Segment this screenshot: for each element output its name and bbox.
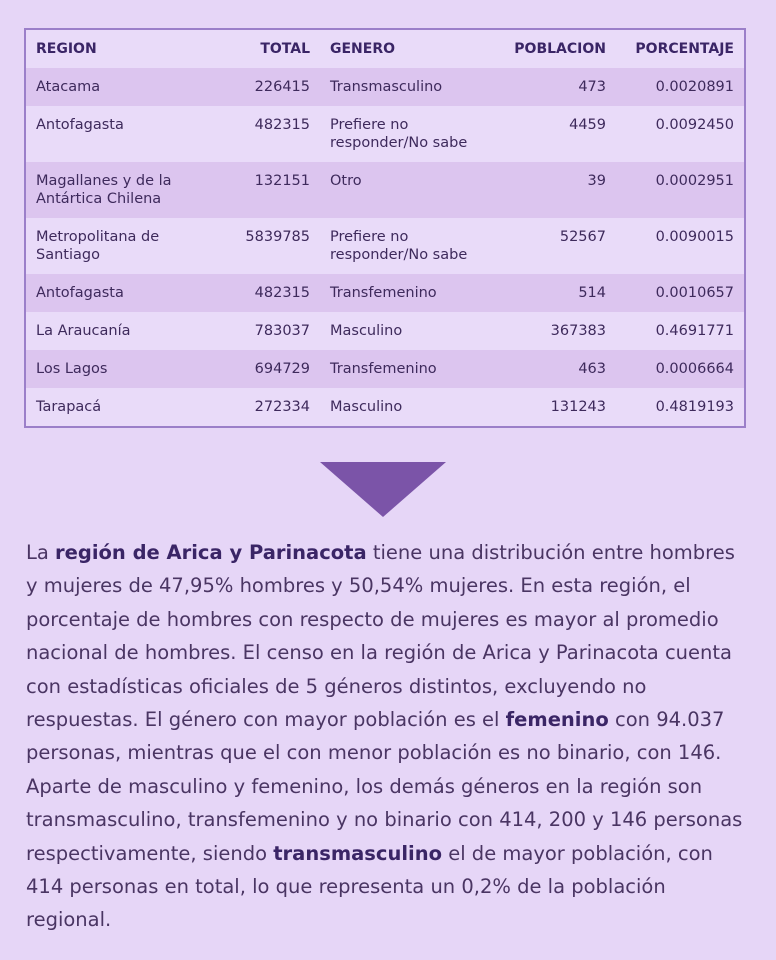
- summary-bold-femenino: femenino: [505, 708, 609, 732]
- cell-porcentaje: 0.0010657: [616, 274, 744, 312]
- cell-genero: Transfemenino: [320, 350, 502, 388]
- cell-total: 482315: [226, 106, 320, 162]
- summary-bold-region: región de Arica y Parinacota: [55, 541, 367, 564]
- cell-genero: Transmasculino: [320, 68, 502, 106]
- cell-porcentaje: 0.0020891: [616, 68, 744, 106]
- cell-porcentaje: 0.4691771: [616, 312, 744, 350]
- cell-poblacion: 473: [502, 68, 616, 106]
- cell-poblacion: 4459: [502, 106, 616, 162]
- cell-poblacion: 367383: [502, 312, 616, 350]
- table-row: [26, 388, 744, 426]
- table-row: [26, 68, 744, 106]
- cell-genero: Masculino: [320, 388, 502, 426]
- header-genero: GENERO: [330, 41, 396, 57]
- header-total: TOTAL: [260, 41, 310, 57]
- cell-genero: Prefiere no responder/No sabe: [320, 106, 502, 162]
- cell-total: 5839785: [226, 218, 320, 274]
- cell-poblacion: 39: [502, 162, 616, 218]
- header-porcentaje: PORCENTAJE: [635, 41, 734, 57]
- cell-total: 694729: [226, 350, 320, 388]
- cell-region: Atacama: [26, 68, 226, 106]
- summary-text-3: con 94.037 personas, mientras que el con menor población es no binario, con 146. Aparte de masculino y femenino, los demás géneros en la región son transmasculino, transfemenino y no binario con 414, 200 y 146 personas respectivamente, siendo: [26, 708, 743, 865]
- cell-porcentaje: 0.0090015: [616, 218, 744, 274]
- cell-total: 226415: [226, 68, 320, 106]
- summary-text-1: La: [26, 541, 56, 564]
- cell-porcentaje: 0.0002951: [616, 162, 744, 218]
- cell-poblacion: 52567: [502, 218, 616, 274]
- table-header-row: [26, 30, 744, 68]
- down-triangle-icon: [320, 462, 446, 517]
- summary-bold-transmasculino: transmasculino: [273, 841, 442, 865]
- cell-porcentaje: 0.0006664: [616, 350, 744, 388]
- cell-total: 272334: [226, 388, 320, 426]
- table-row: [26, 350, 744, 388]
- cell-region: Metropolitana de Santiago: [26, 218, 226, 274]
- header-region: REGION: [36, 41, 97, 57]
- cell-porcentaje: 0.0092450: [616, 106, 744, 162]
- header-poblacion: POBLACION: [514, 41, 606, 57]
- cell-total: 132151: [226, 162, 320, 218]
- cell-region: Tarapacá: [26, 388, 226, 426]
- cell-genero: Otro: [320, 162, 502, 218]
- data-table-container: [24, 28, 746, 428]
- cell-total: 783037: [226, 312, 320, 350]
- cell-porcentaje: 0.4819193: [616, 388, 744, 426]
- cell-region: La Araucanía: [26, 312, 226, 350]
- data-table: [26, 30, 744, 426]
- cell-total: 482315: [226, 274, 320, 312]
- cell-poblacion: 463: [502, 350, 616, 388]
- summary-text-2: tiene una distribución entre hombres y mujeres de 47,95% hombres y 50,54% mujeres. En esta región, el porcentaje de hombres con respecto de mujeres es mayor al promedio nacional de hombres. El censo en la región de Arica y Parinacota cuenta con estadísticas oficiales de 5 géneros distintos, excluyendo no respuestas. El género con mayor población es el: [26, 541, 735, 732]
- table-row: [26, 312, 744, 350]
- cell-poblacion: 514: [502, 274, 616, 312]
- table-row: [26, 274, 744, 312]
- table-row: [26, 106, 744, 162]
- cell-region: Antofagasta: [26, 106, 226, 162]
- cell-genero: Prefiere no responder/No sabe: [320, 218, 502, 274]
- summary-text-4: el de mayor población, con 414 personas en total, lo que representa un 0,2% de la población regional.: [26, 841, 713, 932]
- table-row: [26, 162, 744, 218]
- cell-genero: Masculino: [320, 312, 502, 350]
- summary-paragraph: [26, 536, 752, 937]
- cell-genero: Transfemenino: [320, 274, 502, 312]
- cell-region: Magallanes y de la Antártica Chilena: [26, 162, 226, 218]
- cell-region: Antofagasta: [26, 274, 226, 312]
- cell-region: Los Lagos: [26, 350, 226, 388]
- table-row: [26, 218, 744, 274]
- cell-poblacion: 131243: [502, 388, 616, 426]
